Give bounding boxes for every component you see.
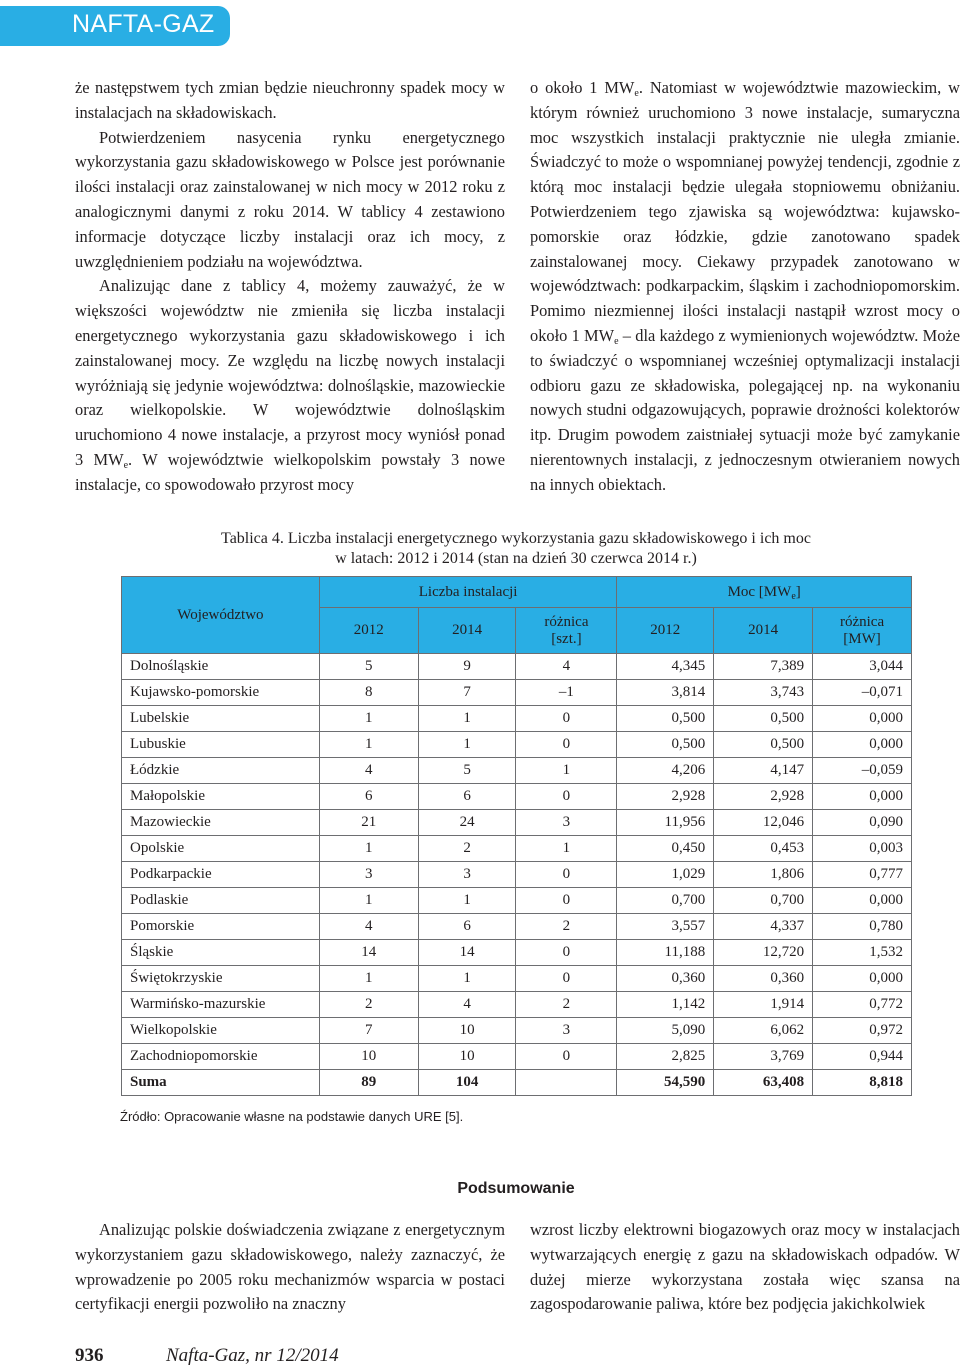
header-power-diff xyxy=(813,608,912,654)
table-cell-value: 0,500 xyxy=(617,706,714,732)
table-cell-value: 0 xyxy=(516,940,617,966)
table-cell-value: 54,590 xyxy=(617,1070,714,1096)
table-cell-region: Pomorskie xyxy=(122,914,320,940)
table-row xyxy=(122,784,912,810)
paragraph: Analizując polskie doświadczenia związane z energetycznym wykorzystaniem gazu składowiskowego, należy zaznaczyć, że wprowadzenie po 2005 roku mechanizmów wsparcia w postaci certyfikacji energii pozwoliło na znaczny xyxy=(75,1220,505,1314)
table-cell-region: Suma xyxy=(122,1070,320,1096)
table-cell-value: 14 xyxy=(418,940,516,966)
table-cell-value: 10 xyxy=(319,1044,418,1070)
table-cell-value: 1 xyxy=(418,706,516,732)
table-cell-value: 0,000 xyxy=(813,784,912,810)
table-row xyxy=(122,732,912,758)
table-cell-value: 1,029 xyxy=(617,862,714,888)
table-cell-value: 3,044 xyxy=(813,654,912,680)
subscript: e xyxy=(791,590,796,602)
table-row xyxy=(122,810,912,836)
table-cell-value: 3 xyxy=(516,1018,617,1044)
table-cell-value: 0,777 xyxy=(813,862,912,888)
table-cell-value: 4,147 xyxy=(714,758,813,784)
table-row xyxy=(122,654,912,680)
table-cell-value: 1,806 xyxy=(714,862,813,888)
table-row xyxy=(122,1018,912,1044)
table-cell-region: Kujawsko-pomorskie xyxy=(122,680,320,706)
table-cell-value: 1 xyxy=(319,966,418,992)
table-row xyxy=(122,992,912,1018)
table-cell-value: 2,928 xyxy=(714,784,813,810)
header-count-diff xyxy=(516,608,617,654)
table-cell-value: 3,557 xyxy=(617,914,714,940)
table-cell-value: 3 xyxy=(418,862,516,888)
table-cell-value: 5 xyxy=(418,758,516,784)
table-cell-value: 5,090 xyxy=(617,1018,714,1044)
table-cell-value: 11,188 xyxy=(617,940,714,966)
table-cell-value: 9 xyxy=(418,654,516,680)
table-cell-value: 0,450 xyxy=(617,836,714,862)
paragraph-text: . W województwie wielkopolskim powstały 3 nowe instalacje, co spowodowało przyrost mocy xyxy=(75,449,505,494)
table-cell-value: 3 xyxy=(319,862,418,888)
table-cell-value: 14 xyxy=(319,940,418,966)
paragraph-text: Analizując dane z tablicy 4, możemy zauważyć, że w większości województw nie zmieniła się liczba instalacji energetycznego wykorzystania gazu składowiskowego i ich zainstalowanej mocy. Ze względu na liczbę nowych instalacji wyróżniają się jedynie województwa: dolnośląskie, mazowieckie oraz wielkopolskie. W województwie dolnośląskim uruchomiono 4 nowe instalacje, a przyrost mocy wyniósł ponad 3 MW xyxy=(75,276,505,469)
table-cell-region: Dolnośląskie xyxy=(122,654,320,680)
table-sum-row xyxy=(122,1070,912,1096)
table-cell-value: 1 xyxy=(319,706,418,732)
table-cell-region: Śląskie xyxy=(122,940,320,966)
table-cell-value: 10 xyxy=(418,1018,516,1044)
table-cell-value: 0 xyxy=(516,888,617,914)
table-cell-value: 0 xyxy=(516,706,617,732)
table-cell-value: 0,972 xyxy=(813,1018,912,1044)
table-cell-value: 2,928 xyxy=(617,784,714,810)
table-cell-value: 6 xyxy=(418,784,516,810)
table-cell-value: 0 xyxy=(516,1044,617,1070)
table-cell-value: 0,500 xyxy=(714,732,813,758)
subscript: e xyxy=(614,335,619,347)
paragraph-text: o około 1 MW xyxy=(530,78,635,97)
header-text: [MW] xyxy=(843,630,881,647)
table-cell-value: 7 xyxy=(319,1018,418,1044)
table-cell-value: 2,825 xyxy=(617,1044,714,1070)
table-cell-value: 1 xyxy=(418,966,516,992)
header-text: [szt.] xyxy=(551,630,582,647)
table-cell-value: 1 xyxy=(319,836,418,862)
table-cell-value: 0,772 xyxy=(813,992,912,1018)
table-cell-value: 0,000 xyxy=(813,966,912,992)
table-caption-line: Tablica 4. Liczba instalacji energetycznego wykorzystania gazu składowiskowego i ich moc xyxy=(221,530,811,547)
table-cell-value: 1,914 xyxy=(714,992,813,1018)
table-cell-value: 21 xyxy=(319,810,418,836)
table-cell-value: 1,142 xyxy=(617,992,714,1018)
table-cell-value: 0,780 xyxy=(813,914,912,940)
table-row xyxy=(122,862,912,888)
paragraph-text: . Natomiast w województwie mazowieckim, w którym również uruchomiono 3 nowe instalacje, sumaryczna moc wszystkich instalacji praktycznie nie uległa zmianie. Świadczyć to może o wspomnianej powyżej tendencji, zgodnie z którą moc instalacji będzie ulegała stopniowemu obniżaniu. Potwierdzeniem tego zjawiska są województwa: kujawsko-pomorskie oraz łódzkie, gdzie zanotowano spadek zainstalowanej mocy. Ciekawy przypadek zanotowano w województwach: podkarpackim, śląskim i zachodniopomorskim. Pomimo niezmiennej ilości instalacji nastąpił wzrost mocy o około 1 MW xyxy=(530,78,960,345)
table-cell-value: –0,059 xyxy=(813,758,912,784)
header-text: różnica xyxy=(544,613,589,630)
table-cell-region: Lubuskie xyxy=(122,732,320,758)
table-cell-value: 1 xyxy=(516,836,617,862)
table-cell-region: Łódzkie xyxy=(122,758,320,784)
table-cell-value: 0,500 xyxy=(714,706,813,732)
table-row xyxy=(122,680,912,706)
subscript: e xyxy=(123,459,129,471)
table-cell-value: 1,532 xyxy=(813,940,912,966)
table-cell-value: 5 xyxy=(319,654,418,680)
table-cell-value: 3,769 xyxy=(714,1044,813,1070)
paragraph-text: – dla każdego z wymienionych województw. Może to świadczyć o wspomnianej wcześniej optymalizacji instalacji odbioru gazu ze składowiska, polegającej np. na wykonaniu nowych studni odgazowujących, poprawie drożności kolektorów itp. Drugim powodem zaistniałej sytuacji może być zamykanie nierentownych instalacji, z jednoczesnym otwieraniem nowych na innych obiektach. xyxy=(530,325,960,494)
header-text: ] xyxy=(795,583,801,600)
header-count-2012: 2012 xyxy=(319,608,418,654)
table-cell-value: 12,046 xyxy=(714,810,813,836)
table-cell-value: 2 xyxy=(516,992,617,1018)
table-cell-region: Warmińsko-mazurskie xyxy=(122,992,320,1018)
table-cell-value: 4 xyxy=(319,914,418,940)
table-cell-value: 0,360 xyxy=(714,966,813,992)
table-cell-value: 0,000 xyxy=(813,732,912,758)
table-cell-value: 0 xyxy=(516,732,617,758)
table-cell-value: 4,337 xyxy=(714,914,813,940)
table-cell-value: 6,062 xyxy=(714,1018,813,1044)
table-cell-value: 2 xyxy=(516,914,617,940)
table-cell-region: Opolskie xyxy=(122,836,320,862)
table-cell-value: 12,720 xyxy=(714,940,813,966)
body-column-right xyxy=(530,76,960,498)
header-power-2014: 2014 xyxy=(714,608,813,654)
journal-name: Nafta-Gaz, nr 12/2014 xyxy=(166,1345,339,1366)
table-cell-value: 11,956 xyxy=(617,810,714,836)
summary-column-left xyxy=(75,1218,505,1317)
journal-header-title: NAFTA-GAZ xyxy=(72,10,215,38)
table-cell-value: 4 xyxy=(516,654,617,680)
table-cell-value: 0,003 xyxy=(813,836,912,862)
header-count-2014: 2014 xyxy=(418,608,516,654)
table-row xyxy=(122,888,912,914)
table-cell-region: Zachodniopomorskie xyxy=(122,1044,320,1070)
table-cell-value: 0,944 xyxy=(813,1044,912,1070)
table-cell-value: 3,743 xyxy=(714,680,813,706)
table-cell-value: 0,500 xyxy=(617,732,714,758)
table-cell-value: 0,360 xyxy=(617,966,714,992)
table-cell-value: 1 xyxy=(319,732,418,758)
header-power-2012: 2012 xyxy=(617,608,714,654)
table-cell-value: 0,000 xyxy=(813,706,912,732)
table-cell-value: 4 xyxy=(418,992,516,1018)
header-region: Województwo xyxy=(122,577,320,654)
table-caption xyxy=(120,529,912,569)
table-cell-value: 4,345 xyxy=(617,654,714,680)
table-cell-region: Świętokrzyskie xyxy=(122,966,320,992)
body-column-left xyxy=(75,76,505,498)
paragraph: wzrost liczby elektrowni biogazowych oraz mocy w instalacjach wytwarzających energię z gazu na składowiskach odpadów. W dużej mierze wykorzystana została więc szansa na zagospodarowanie paliwa, które bez podjęcia jakichkolwiek xyxy=(530,1220,960,1314)
table-cell-value: 24 xyxy=(418,810,516,836)
table-row xyxy=(122,706,912,732)
table-cell-value: –0,071 xyxy=(813,680,912,706)
table-cell-value: 0,700 xyxy=(617,888,714,914)
paragraph xyxy=(530,76,960,498)
table-cell-value: 0 xyxy=(516,784,617,810)
table-cell-region: Wielkopolskie xyxy=(122,1018,320,1044)
header-count-group: Liczba instalacji xyxy=(319,577,617,608)
table-source: Źródło: Opracowanie własne na podstawie danych URE [5]. xyxy=(120,1109,464,1124)
header-text: Moc [MW xyxy=(727,583,792,600)
table-cell-value: 0,700 xyxy=(714,888,813,914)
table-cell-value: –1 xyxy=(516,680,617,706)
table-cell-value: 1 xyxy=(418,732,516,758)
table-cell-value: 2 xyxy=(319,992,418,1018)
table-cell-value: 3,814 xyxy=(617,680,714,706)
table-cell-value: 8 xyxy=(319,680,418,706)
table-cell-value: 4,206 xyxy=(617,758,714,784)
table-cell-value: 1 xyxy=(418,888,516,914)
table-cell-region: Podkarpackie xyxy=(122,862,320,888)
page-number: 936 xyxy=(75,1345,104,1366)
table-cell-value: 4 xyxy=(319,758,418,784)
table-cell-value: 0,000 xyxy=(813,888,912,914)
table-cell-value xyxy=(516,1070,617,1096)
paragraph: że następstwem tych zmian będzie nieuchronny spadek mocy w instalacjach na składowiskach. xyxy=(75,78,505,122)
table-cell-value: 10 xyxy=(418,1044,516,1070)
table-cell-value: 6 xyxy=(319,784,418,810)
table-cell-value: 7,389 xyxy=(714,654,813,680)
installations-table xyxy=(121,576,912,1096)
table-row xyxy=(122,836,912,862)
table-cell-value: 0,090 xyxy=(813,810,912,836)
table-row xyxy=(122,758,912,784)
paragraph xyxy=(75,274,505,497)
paragraph: Potwierdzeniem nasycenia rynku energetycznego wykorzystania gazu składowiskowego w Polsce jest porównanie ilości instalacji oraz zainstalowanej w nich mocy w 2012 roku z analogicznymi danymi z roku 2014. W tablicy 4 zestawiono informacje dotyczące liczby instalacji oraz ich mocy, z uwzględnieniem podziału na województwa. xyxy=(75,127,505,271)
table-cell-value: 0 xyxy=(516,862,617,888)
table-row xyxy=(122,1044,912,1070)
table-cell-region: Lubelskie xyxy=(122,706,320,732)
table-cell-value: 0 xyxy=(516,966,617,992)
table-cell-value: 1 xyxy=(516,758,617,784)
table-row xyxy=(122,914,912,940)
table-cell-value: 1 xyxy=(319,888,418,914)
summary-column-right xyxy=(530,1218,960,1317)
table-cell-value: 6 xyxy=(418,914,516,940)
table-cell-value: 0,453 xyxy=(714,836,813,862)
table-row xyxy=(122,966,912,992)
table-caption-line: w latach: 2012 i 2014 (stan na dzień 30 czerwca 2014 r.) xyxy=(335,550,697,567)
table-cell-region: Małopolskie xyxy=(122,784,320,810)
table-cell-value: 63,408 xyxy=(714,1070,813,1096)
table-cell-value: 7 xyxy=(418,680,516,706)
table-cell-value: 104 xyxy=(418,1070,516,1096)
subscript: e xyxy=(634,88,639,99)
header-power-group xyxy=(617,577,912,608)
section-heading: Podsumowanie xyxy=(457,1180,575,1197)
table-cell-region: Mazowieckie xyxy=(122,810,320,836)
table-cell-region: Podlaskie xyxy=(122,888,320,914)
table-row xyxy=(122,940,912,966)
table-cell-value: 3 xyxy=(516,810,617,836)
table-cell-value: 2 xyxy=(418,836,516,862)
header-text: różnica xyxy=(839,613,885,630)
table-cell-value: 89 xyxy=(319,1070,418,1096)
table-cell-value: 8,818 xyxy=(813,1070,912,1096)
